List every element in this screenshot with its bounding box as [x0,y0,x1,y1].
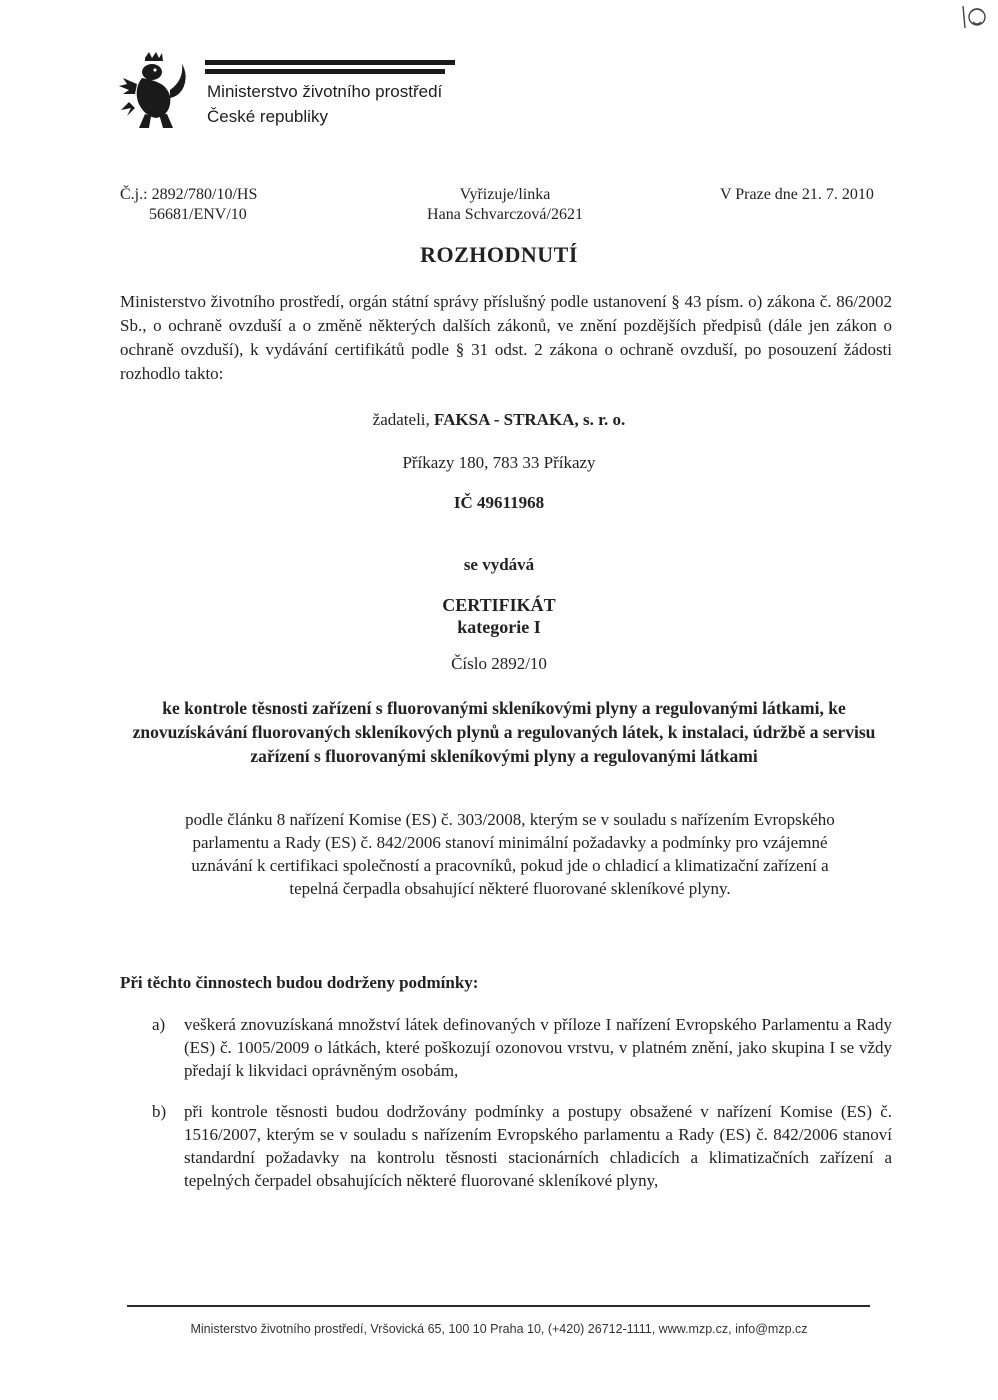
certificate-category: kategorie I [457,617,541,637]
certificate-title: CERTIFIKÁT [442,595,556,615]
applicant-ic: IČ 49611968 [453,493,545,512]
certificate-number: Číslo 2892/10 [451,654,547,673]
scanner-stamp-icon [955,2,991,32]
list-item-label: b) [152,1102,167,1121]
list-item [152,1013,892,1082]
certificate-scope: ke kontrole těsnosti zařízení s fluorovanými skleníkovými plyny a regulovanými látkami, ke znovuzískávání fluorovaných skleníkových plynů a regulovaných látek, k instalaci, údržbě a servisu zařízení s fluorovanými skleníkovými plyny a regulovanými látkami [132,698,876,766]
certificate-heading [0,594,998,638]
czech-lion-emblem-icon [115,50,190,135]
intro-paragraph: Ministerstvo životního prostředí, orgán státní správy příslušný podle ustanovení § 43 písm. o) zákona č. 86/2002 Sb., o ochraně ovzduší a o změně některých dalších zákonů, ve znění pozdějších předpisů (dále jen zákon o ochraně ovzduší), k vydávání certifikátů podle § 31 odst. 2 zákona o ochraně ovzduší, po posouzení žádosti rozhodlo takto: [120,292,892,383]
letterhead-rule [205,60,455,78]
conditions-heading: Při těchto činnostech budou dodrženy podmínky: [120,973,479,992]
reference-env: 56681/ENV/10 [149,206,247,223]
issued-text: se vydává [463,555,535,574]
footer-contact: Ministerstvo životního prostředí, Vršovická 65, 100 10 Praha 10, (+420) 26712-1111, www.mzp.cz, info@mzp.cz [190,1322,808,1336]
list-item-text: veškerá znovuzískaná množství látek definovaných v příloze I nařízení Evropského Parlamentu a Rady (ES) č. 1005/2009 o látkách, které poškozují ozonovou vrstvu, v platném znění, jako skupina I se vždy předají k likvidaci oprávněným osobám, [184,1015,892,1080]
reference-numbers [120,185,257,225]
handler-label: Vyřizuje/linka [459,186,551,203]
place-date: V Praze dne 21. 7. 2010 [720,186,874,203]
legal-basis: podle článku 8 nařízení Komise (ES) č. 303/2008, kterým se v souladu s nařízením Evropského parlamentu a Rady (ES) č. 842/2006 stanoví minimální požadavky a podmínky pro vzájemné uznávání k certifikaci společností a pracovníků, pokud jde o chladicí a klimatizační zařízení a tepelná čerpadla obsahující některé fluorované skleníkové plyny. [185,810,835,898]
applicant-prefix: žadateli, [372,410,435,429]
handler-name: Hana Schvarczová/2621 [427,206,583,223]
ministry-name-line2: České republiky [207,107,328,126]
decision-title: ROZHODNUTÍ [420,242,578,267]
list-item [152,1100,892,1192]
ministry-name-line1: Ministerstvo životního prostředí [207,82,443,101]
applicant-address: Příkazy 180, 783 33 Příkazy [402,453,596,472]
reference-cj: Č.j.: 2892/780/10/HS [120,186,258,203]
list-item-label: a) [152,1015,166,1034]
handler-info [420,185,590,225]
ministry-name [207,79,442,129]
footer-divider [127,1305,870,1307]
list-item-text: při kontrole těsnosti budou dodržovány podmínky a postupy obsažené v nařízení Komise (ES) č. 1516/2007, kterým se v souladu s nařízením Evropského parlamentu a Rady (ES) č. 842/2006 stanoví standardní požadavky na kontrolu těsnosti stacionárních chladicích a klimatizačních zařízení a tepelných čerpadel obsahujících některé fluorované skleníkové plyny, [184,1102,892,1190]
applicant-name: FAKSA - STRAKA, s. r. o. [434,410,626,429]
applicant-line [0,410,998,430]
